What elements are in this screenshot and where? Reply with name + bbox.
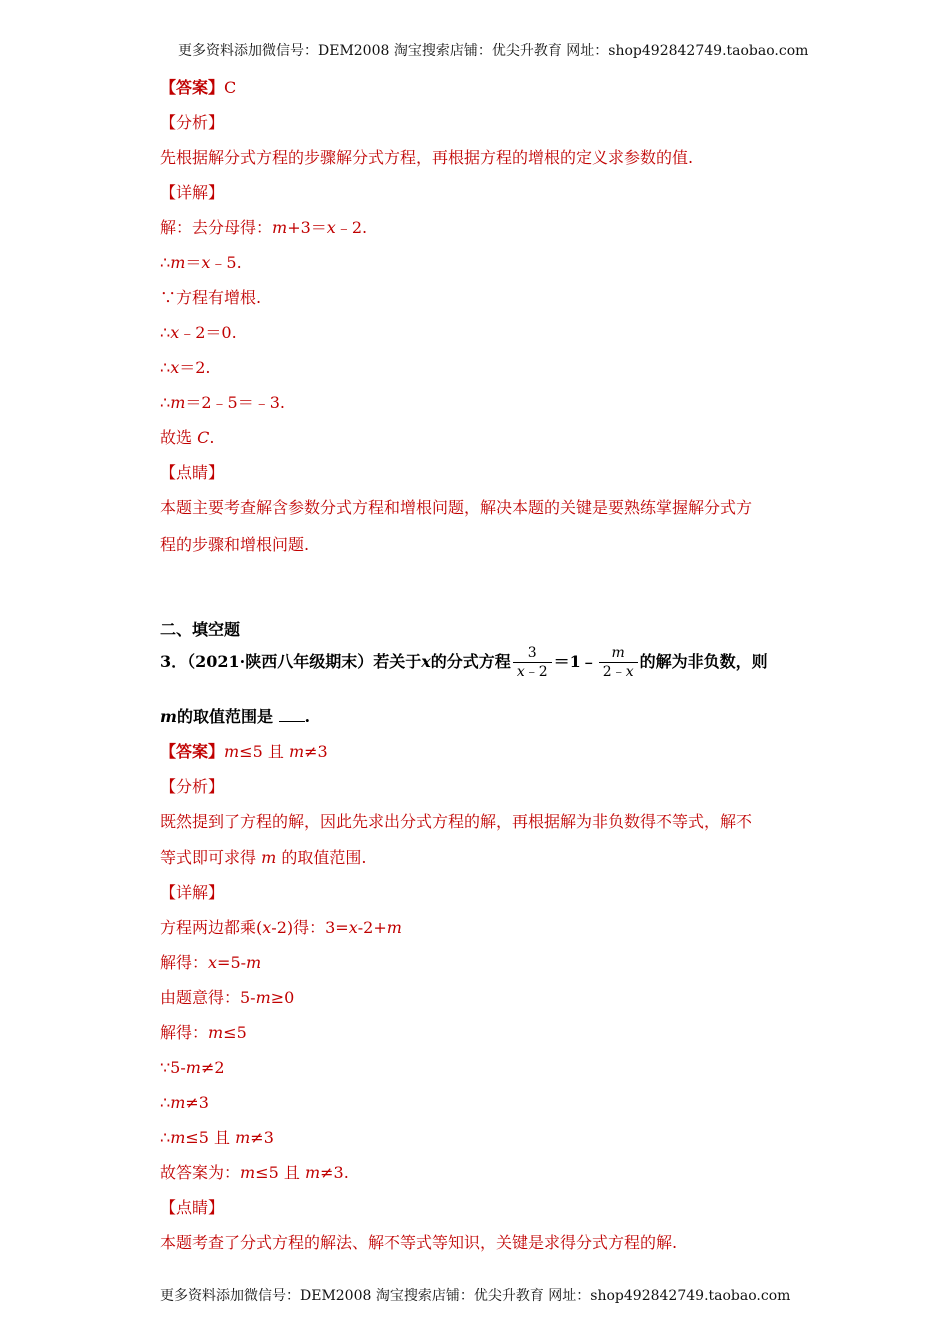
section-title: 二、填空题 — [160, 620, 241, 639]
q3-comment-tag: 【点睛】 — [160, 1198, 225, 1217]
q2-step-3: ∵方程有增根. — [160, 288, 262, 307]
q3-detail-8: 故答案为：m≤5 且 m≠3. — [160, 1163, 349, 1182]
q2-step-6: ∴m＝2﹣5＝﹣3. — [160, 393, 285, 412]
page-footer: 更多资料添加微信号：DEM2008 淘宝搜索店铺：优尖升教育 网址：shop492842749.taobao.com — [160, 1288, 791, 1304]
q3-detail-tag: 【详解】 — [160, 883, 225, 902]
q2-comment-line-2: 程的步骤和增根问题. — [160, 535, 310, 554]
q2-step-7: 故选 C. — [160, 428, 215, 447]
q2-analysis: 先根据解分式方程的步骤解分式方程，再根据方程的增根的定义求参数的值. — [160, 148, 694, 167]
answer-blank — [279, 707, 305, 722]
q3-detail-3: 由题意得：5-m≥0 — [160, 988, 295, 1007]
q2-step-5: ∴x＝2. — [160, 358, 211, 377]
q3-detail-6: ∴m≠3 — [160, 1093, 209, 1112]
q2-step-2: ∴m＝x﹣5. — [160, 253, 242, 272]
q3-analysis-line-2: 等式即可求得 m 的取值范围. — [160, 848, 367, 867]
q2-detail-tag: 【详解】 — [160, 183, 225, 202]
q3-analysis-tag: 【分析】 — [160, 777, 225, 796]
q3-answer: 【答案】m≤5 且 m≠3 — [160, 742, 328, 761]
q3-analysis-line-1: 既然提到了方程的解，因此先求出分式方程的解，再根据解为非负数得不等式，解不 — [160, 812, 753, 831]
q3-question-line-1: 3．（2021·陕西八年级期末）若关于x的分式方程 $\frac{3}{x﹣2}$ ＝1﹣ $\frac{m}{2﹣x}$ 的解为非负数，则 — [160, 645, 768, 680]
q2-comment-line-1: 本题主要考查解含参数分式方程和增根问题，解决本题的关键是要熟练掌握解分式方 — [160, 498, 753, 517]
q3-detail-7: ∴m≤5 且 m≠3 — [160, 1128, 274, 1147]
q2-answer — [160, 78, 236, 98]
fraction-3-over-x-minus-2: $\frac{3}{x﹣2}$ — [513, 644, 552, 681]
answer-value: C — [224, 78, 237, 97]
q3-detail-1: 方程两边都乘(x-2)得：3=x-2+m — [160, 918, 402, 937]
q2-comment-tag: 【点睛】 — [160, 463, 225, 482]
q2-step-4: ∴x﹣2＝0. — [160, 323, 237, 342]
q3-detail-2: 解得：x=5-m — [160, 953, 262, 972]
q3-detail-4: 解得：m≤5 — [160, 1023, 247, 1042]
q3-question-line-2: m的取值范围是 . — [160, 707, 311, 726]
q3-comment: 本题考查了分式方程的解法、解不等式等知识，关键是求得分式方程的解. — [160, 1233, 678, 1252]
q2-analysis-tag: 【分析】 — [160, 113, 225, 132]
answer-tag: 【答案】 — [160, 78, 225, 97]
q3-detail-5: ∵5-m≠2 — [160, 1058, 225, 1077]
fraction-m-over-2-minus-x: $\frac{m}{2﹣x}$ — [599, 644, 638, 681]
q2-step-1: 解：去分母得：m+3＝x﹣2. — [160, 218, 368, 237]
page-header: 更多资料添加微信号：DEM2008 淘宝搜索店铺：优尖升教育 网址：shop492842749.taobao.com — [178, 43, 809, 59]
